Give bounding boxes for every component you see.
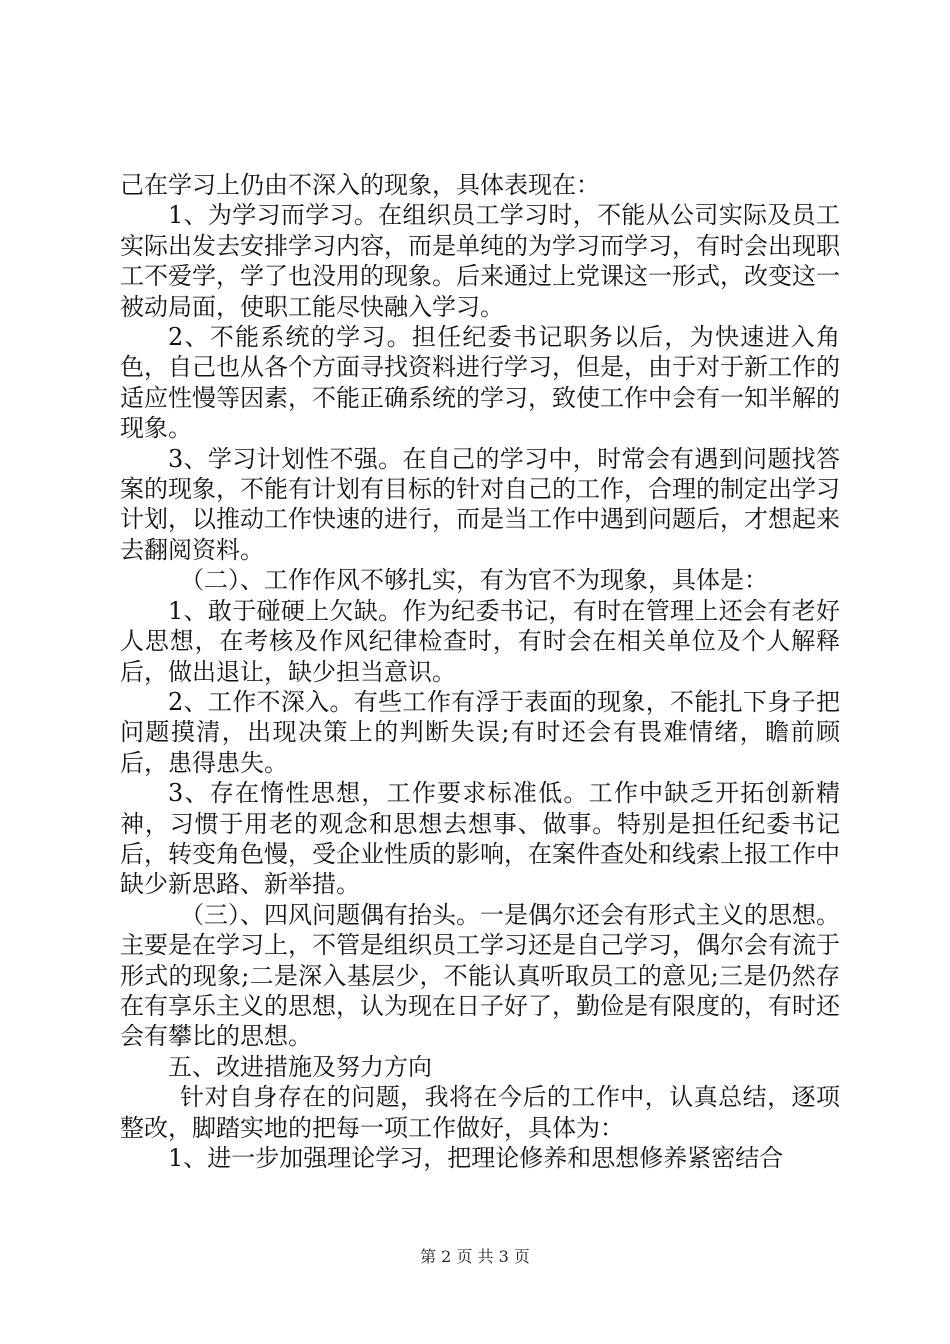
paragraph-weak-study-plan: 3、学习计划性不强。在自己的学习中，时常会有遇到问题找答案的现象，不能有计划有目标的针对自己的工作，合理的制定出学习计划，以推动工作快速的进行，而是当工作中遇到问题后，才想起来去翻阅资料。 <box>120 444 840 564</box>
paragraph-improvement-intro: 针对自身存在的问题，我将在今后的工作中，认真总结，逐项整改，脚踏实地的把每一项工作做好，具体为： <box>120 1083 840 1142</box>
paragraph-theory-study: 1、进一步加强理论学习，把理论修养和思想修养紧密结合 <box>168 1144 784 1172</box>
paragraph-study-for-study: 1、为学习而学习。在组织员工学习时，不能从公司实际及员工实际出发去安排学习内容，而是单纯的为学习而学习，有时会出现职工不爱学，学了也没用的现象。后来通过上党课这一形式，改变这一被动局面，使职工能尽快融入学习。 <box>120 201 840 321</box>
section-heading-work-style: （二）、工作作风不够扎实，有为官不为现象，具体是： <box>180 566 768 595</box>
paragraph-continuation: 己在学习上仍由不深入的现象，具体表现在： <box>120 171 600 199</box>
document-body <box>120 170 840 1173</box>
paragraph-inertia: 3、存在惰性思想，工作要求标准低。工作中缺乏开拓创新精神，习惯于用老的观念和思想去想事、做事。特别是担任纪委书记后，转变角色慢，受企业性质的影响，在案件查处和线索上报工作中缺少新思路、新举措。 <box>120 779 840 899</box>
page-number-footer: 第 2 页 共 3 页 <box>420 1247 530 1266</box>
section-heading-improvements: 五、改进措施及努力方向 <box>168 1052 432 1081</box>
paragraph-lack-of-firmness: 1、敢于碰硬上欠缺。作为纪委书记，有时在管理上还会有老好人思想，在考核及作风纪律检查时，有时会在相关单位及个人解释后，做出退让，缺少担当意识。 <box>120 596 840 686</box>
paragraph-unsystematic-study: 2、不能系统的学习。担任纪委书记职务以后，为快速进入角色，自己也从各个方面寻找资料进行学习，但是，由于对于新工作的适应性慢等因素，不能正确系统的学习，致使工作中会有一知半解的现象。 <box>120 323 840 443</box>
section-heading-four-winds: （三）、四风问题偶有抬头。一是偶尔还会有形式主义的思想。主要是在学习上，不管是组织员工学习还是自己学习，偶尔会有流于形式的现象;二是深入基层少，不能认真听取员工的意见;三是仍然存在有享乐主义的思想，认为现在日子好了，勤俭是有限度的，有时还会有攀比的思想。 <box>120 900 840 1051</box>
paragraph-not-deep-work: 2、工作不深入。有些工作有浮于表面的现象，不能扎下身子把问题摸清，出现决策上的判断失误;有时还会有畏难情绪，瞻前顾后，患得患失。 <box>120 687 840 777</box>
